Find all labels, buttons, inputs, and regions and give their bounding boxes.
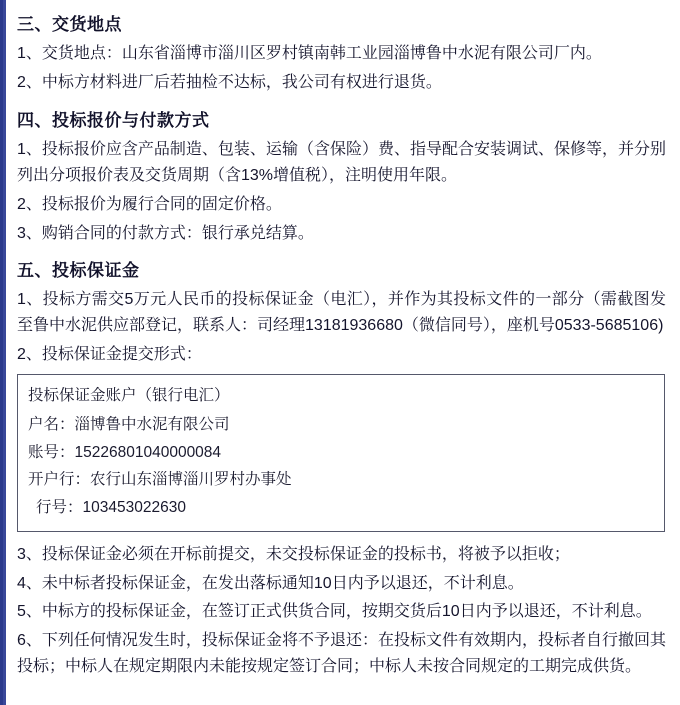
section-bid-bond [17, 256, 666, 680]
list-item: 1、投标方需交5万元人民币的投标保证金（电汇），并作为其投标文件的一部分（需截图发至鲁中水泥供应部登记，联系人：司经理13181936680（微信同号），座机号0533-5685106) [17, 291, 666, 335]
section-delivery-location [17, 10, 666, 96]
list-item: 2、投标保证金提交形式： [17, 346, 202, 364]
account-bank-code-row: 行号：103453022630 [36, 499, 186, 517]
bid-bond-account-box [17, 374, 665, 531]
list-item: 1、投标报价应含产品制造、包装、运输（含保险）费、指导配合安装调试、保修等，并分别列出分项报价表及交货周期（含13%增值税），注明使用年限。 [17, 140, 666, 184]
list-item: 3、投标保证金必须在开标前提交，未交投标保证金的投标书，将被予以拒收； [17, 545, 570, 563]
list-item: 6、下列任何情况发生时，投标保证金将不予退还：在投标文件有效期内，投标者自行撤回其投标；中标人在规定期限内未能按规定签订合同；中标人未按合同规定的工期完成供货。 [17, 632, 666, 676]
list-item: 2、投标报价为履行合同的固定价格。 [17, 195, 282, 213]
account-box-title: 投标保证金账户（银行电汇） [28, 387, 230, 405]
account-name-row: 户名：淄博鲁中水泥有限公司 [28, 416, 230, 434]
section-bid-price-payment [17, 106, 666, 247]
list-item: 4、未中标者投标保证金，在发出落标通知10日内予以退还，不计利息。 [17, 574, 524, 592]
list-item: 1、交货地点：山东省淄博市淄川区罗村镇南韩工业园淄博鲁中水泥有限公司厂内。 [17, 45, 602, 62]
left-margin-rule [3, 0, 6, 705]
section-title: 三、交货地点 [17, 15, 122, 34]
account-number-row: 账号：15226801040000084 [28, 443, 222, 461]
list-item: 2、中标方材料进厂后若抽检不达标，我公司有权进行退货。 [17, 73, 442, 91]
account-bank-row: 开户行：农行山东淄博淄川罗村办事处 [28, 471, 292, 489]
section-title: 四、投标报价与付款方式 [17, 110, 210, 130]
list-item: 5、中标方的投标保证金，在签订正式供货合同，按期交货后10日内予以退还，不计利息。 [17, 603, 652, 621]
section-title: 五、投标保证金 [17, 261, 140, 281]
list-item: 3、购销合同的付款方式：银行承兑结算。 [17, 224, 314, 242]
